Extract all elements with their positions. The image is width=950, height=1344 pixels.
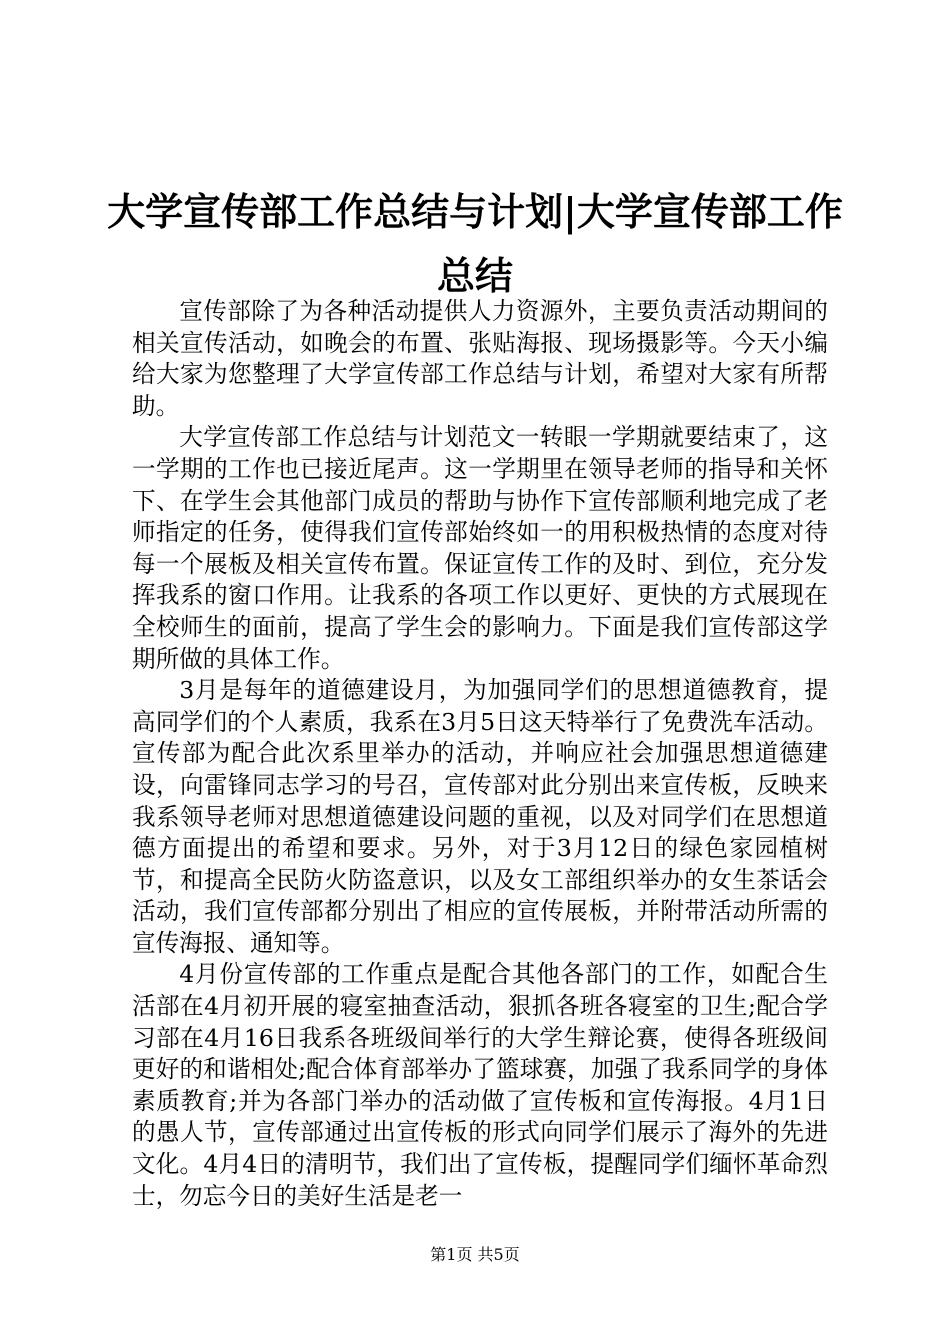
document-body	[132, 296, 828, 1212]
paragraph-overview: 大学宣传部工作总结与计划范文一转眼一学期就要结束了，这一学期的工作也已接近尾声。这一学期里在领导老师的指导和关怀下、在学生会其他部门成员的帮助与协作下宣传部顺利地完成了老师指定的任务，使得我们宣传部始终如一的用积极热情的态度对待每一个展板及相关宣传布置。保证宣传工作的及时、到位，充分发挥我系的窗口作用。让我系的各项工作以更好、更快的方式展现在全校师生的面前，提高了学生会的影响力。下面是我们宣传部这学期所做的具体工作。	[132, 423, 828, 673]
document-title: 大学宣传部工作总结与计划|大学宣传部工作总结	[107, 189, 843, 298]
paragraph-march: 3月是每年的道德建设月，为加强同学们的思想道德教育，提高同学们的个人素质，我系在3月5日这天特举行了免费洗车活动。宣传部为配合此次系里举办的活动，并响应社会加强思想道德建设，向雷锋同志学习的号召，宣传部对此分别出来宣传板，反映来我系领导老师对思想道德建设问题的重视，以及对同学们在思想道德方面提出的希望和要求。另外，对于3月12日的绿色家园植树节，和提高全民防火防盗意识，以及女工部组织举办的女生茶话会活动，我们宣传部都分别出了相应的宣传展板，并附带活动所需的宣传海报、通知等。	[132, 676, 828, 957]
paragraph-april: 4月份宣传部的工作重点是配合其他各部门的工作，如配合生活部在4月初开展的寝室抽查活动，狠抓各班各寝室的卫生;配合学习部在4月16日我系各班级间举行的大学生辩论赛，使得各班级间更好的和谐相处;配合体育部举办了篮球赛，加强了我系同学的身体素质教育;并为各部门举办的活动做了宣传板和宣传海报。4月1日的愚人节，宣传部通过出宣传板的形式向同学们展示了海外的先进文化。4月4日的清明节，我们出了宣传板，提醒同学们缅怀革命烈士，勿忘今日的美好生活是老一	[132, 960, 828, 1210]
paragraph-intro: 宣传部除了为各种活动提供人力资源外，主要负责活动期间的相关宣传活动，如晚会的布置、张贴海报、现场摄影等。今天小编给大家为您整理了大学宣传部工作总结与计划，希望对大家有所帮助。	[132, 297, 828, 420]
page-footer: 第1页 共5页	[430, 1245, 520, 1264]
